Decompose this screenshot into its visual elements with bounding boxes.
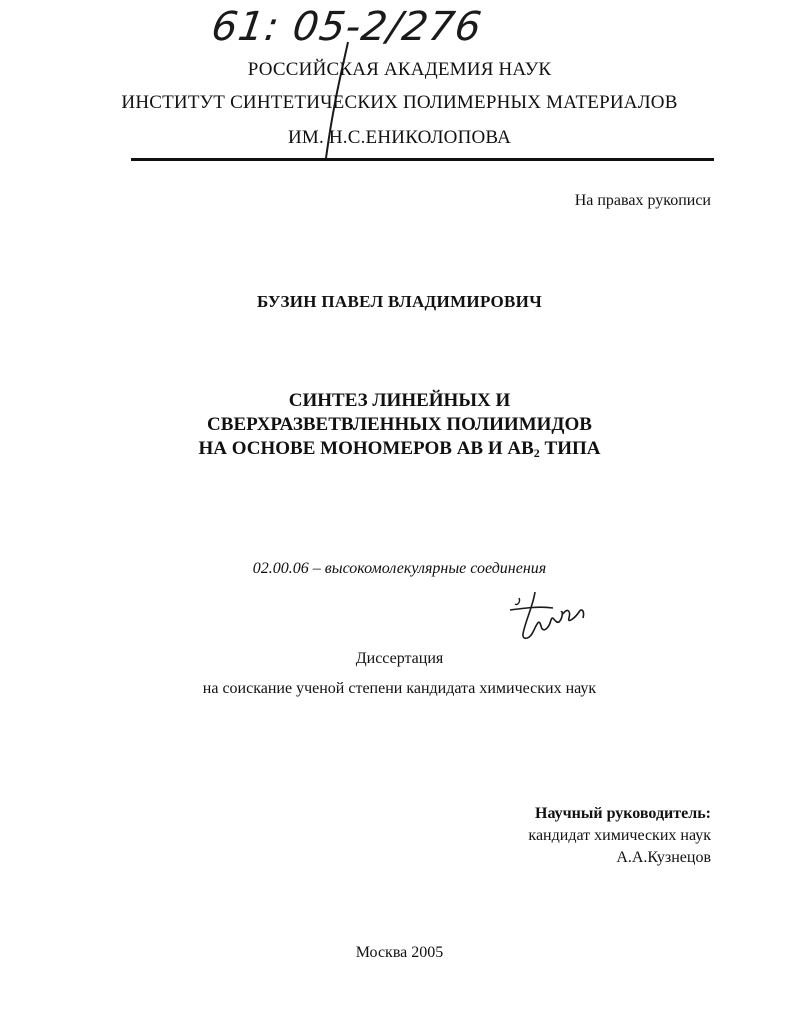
supervisor-rank: кандидат химических наук bbox=[528, 827, 711, 844]
city-year: Москва 2005 bbox=[355, 944, 444, 961]
header-divider bbox=[131, 158, 714, 161]
handwritten-catalog-number: 61: 05-2/276 bbox=[208, 4, 485, 50]
author-signature bbox=[505, 588, 595, 644]
thesis-title-line-3: НА ОСНОВЕ МОНОМЕРОВ АВ И $АВ_2$ ТИПА bbox=[198, 438, 601, 460]
manuscript-rights-note: На правах рукописи bbox=[574, 192, 711, 209]
institute-honorific: ИМ. Н.С.ЕНИКОЛОПОВА bbox=[287, 127, 512, 148]
author-name: БУЗИН ПАВЕЛ ВЛАДИМИРОВИЧ bbox=[256, 292, 542, 311]
supervisor-heading: Научный руководитель: bbox=[535, 805, 711, 822]
supervisor-block bbox=[528, 803, 711, 869]
academy-name: РОССИЙСКАЯ АКАДЕМИЯ НАУК bbox=[247, 59, 552, 80]
specialty-code: 02.00.06 – высокомолекулярные соединения bbox=[252, 560, 547, 577]
degree-line: на соискание ученой степени кандидата химических наук bbox=[202, 680, 597, 697]
thesis-title-line-2: СВЕРХРАЗВЕТВЛЕННЫХ ПОЛИИМИДОВ bbox=[207, 414, 592, 435]
institute-name: ИНСТИТУТ СИНТЕТИЧЕСКИХ ПОЛИМЕРНЫХ МАТЕРИАЛОВ bbox=[121, 92, 678, 113]
document-type: Диссертация bbox=[355, 650, 444, 667]
thesis-title-line-1: СИНТЕЗ ЛИНЕЙНЫХ И bbox=[288, 390, 511, 411]
supervisor-name: А.А.Кузнецов bbox=[616, 849, 711, 866]
